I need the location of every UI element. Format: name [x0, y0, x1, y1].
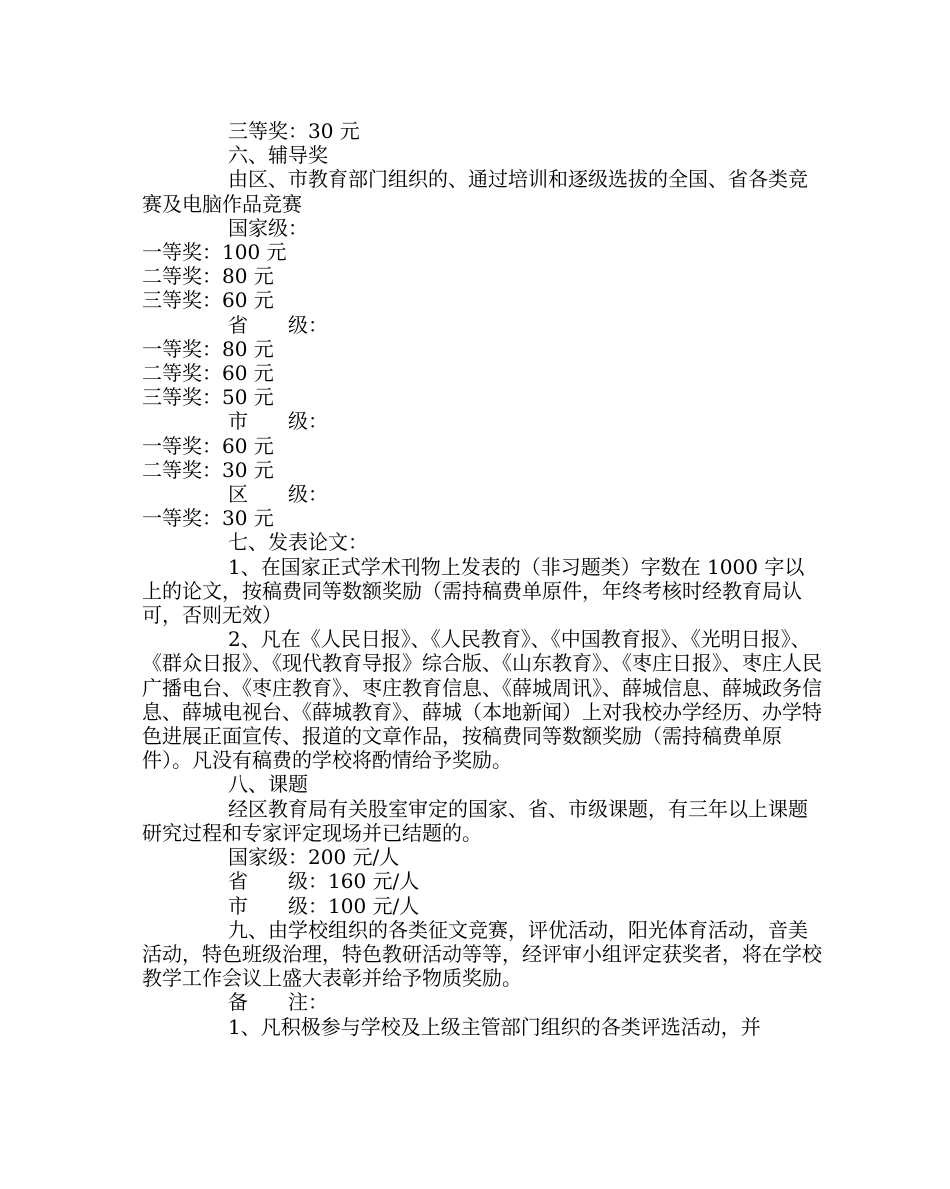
section-8-description: 经区教育局有关股室审定的国家、省、市级课题，有三年以上课题研究过程和专家评定现场并已结题的。 — [142, 796, 808, 845]
level-district-label: 区 级： — [228, 482, 328, 507]
remarks-item-1: 1、凡积极参与学校及上级主管部门组织的各类评选活动，并 — [228, 1014, 761, 1039]
city-second-prize: 二等奖：30 元 — [142, 457, 274, 482]
national-second-prize: 二等奖：80 元 — [142, 264, 274, 289]
province-third-prize: 三等奖：50 元 — [142, 385, 274, 410]
section-9-text: 九、由学校组织的各类征文竞赛，评优活动，阳光体育活动，音美活动，特色班级治理，特色教研活动等等，经评审小组评定获奖者，将在学校教学工作会议上盛大表彰并给予物质奖励。 — [142, 917, 822, 991]
section-6-heading: 六、辅导奖 — [228, 143, 328, 168]
prize-third-30: 三等奖：30 元 — [228, 119, 360, 143]
national-first-prize: 一等奖：100 元 — [142, 240, 287, 265]
province-first-prize: 一等奖：80 元 — [142, 336, 274, 361]
document-body — [142, 119, 822, 1039]
province-second-prize: 二等奖：60 元 — [142, 361, 274, 386]
city-first-prize: 一等奖：60 元 — [142, 433, 274, 458]
remarks-heading: 备 注： — [228, 990, 328, 1015]
district-first-prize: 一等奖：30 元 — [142, 506, 274, 531]
section-7-item-1: 1、在国家正式学术刊物上发表的（非习题类）字数在 1000 字以上的论文，按稿费同等数额奖励（需持稿费单原件，年终考核时经教育局认可，否则无效） — [142, 554, 805, 628]
section-7-item-2: 2、凡在《人民日报》、《人民教育》、《中国教育报》、《光明日报》、《群众日报》、《现代教育导报》综合版、《山东教育》、《枣庄日报》、枣庄人民广播电台、《枣庄教育》、枣庄教育信息、《薛城周讯》、薛城信息、薛城政务信息、薛城电视台、《薛城教育》、薛城（本地新闻）上对我校办学经历、办学特色进展正面宣传、报道的文章作品，按稿费同等数额奖励（需持稿费单原件）。凡没有稿费的学校将酌情给予奖励。 — [142, 627, 822, 773]
level-national-label: 国家级： — [228, 215, 308, 240]
national-third-prize: 三等奖：60 元 — [142, 288, 274, 313]
section-8-heading: 八、课题 — [228, 772, 308, 797]
topic-national-reward: 国家级：200 元/人 — [228, 845, 400, 870]
topic-province-reward: 省 级：160 元/人 — [228, 869, 420, 894]
level-city-label: 市 级： — [228, 409, 328, 434]
section-7-heading: 七、发表论文： — [228, 530, 368, 555]
level-province-label: 省 级： — [228, 312, 328, 337]
topic-city-reward: 市 级：100 元/人 — [228, 893, 420, 918]
section-6-description: 由区、市教育部门组织的、通过培训和逐级选拔的全国、省各类竞赛及电脑作品竞赛 — [142, 167, 808, 216]
